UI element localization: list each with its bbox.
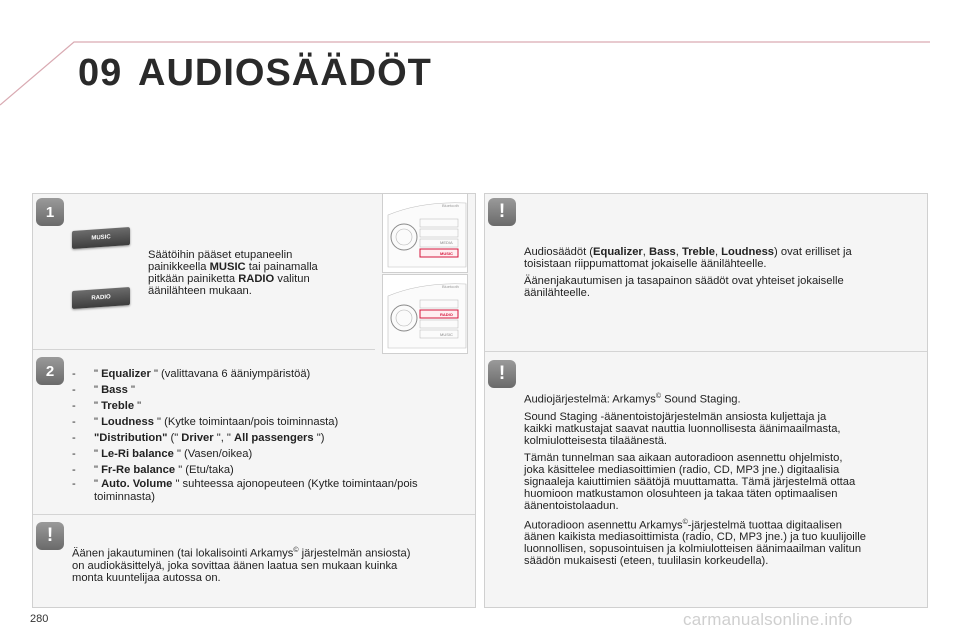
distribution-note: Äänen jakautuminen (tai lokalisointi Arkamys© järjestelmän ansiosta) on audiokäsittelyä, joka sovittaa äänen laatua sen mukaan kuinka monta kuuntelijaa autossa on. <box>72 547 411 584</box>
list-item: - " Le-Ri balance " (Vasen/oikea) <box>72 448 253 460</box>
page-number: 280 <box>30 613 49 625</box>
radio-panel-drawing <box>382 274 468 354</box>
list-item: - "Distribution" (" Driver ", " All passengers ") <box>72 432 325 444</box>
media-key-label: MEDIA <box>440 240 453 245</box>
radio-button-image: RADIO <box>72 287 130 309</box>
radio-panel-drawing <box>382 193 468 273</box>
music-key-label: MUSIC <box>440 332 453 337</box>
watermark: carmanualsonline.info <box>683 610 853 629</box>
list-item: - " Bass " <box>72 384 135 396</box>
warning-icon: ! <box>36 522 64 550</box>
list-item: - " Equalizer " (valittavana 6 ääniympäristöä) <box>72 368 311 380</box>
chapter-header <box>0 0 960 110</box>
step-1-text: Säätöihin pääset etupaneelin painikkeella MUSIC tai painamalla pitkään painiketta RADIO valitun äänilähteen mukaan. <box>148 249 318 297</box>
music-key-label: MUSIC <box>440 251 453 256</box>
list-item: - " Auto. Volume " suhteessa ajonopeuteen (Kytke toimintaan/pois toiminnasta) <box>72 478 418 503</box>
list-item: - " Treble " <box>72 400 142 412</box>
audio-settings-list <box>72 366 472 504</box>
list-item: - " Loudness " (Kytke toimintaan/pois toiminnasta) <box>72 416 339 428</box>
note-divider <box>485 351 927 352</box>
step-2-badge: 2 <box>36 357 64 385</box>
radio-panel-radio-illustration <box>382 274 468 354</box>
note-divider <box>33 514 475 515</box>
list-item: - " Fr-Re balance " (Etu/taka) <box>72 464 234 476</box>
bluetooth-label: Bluetooth <box>442 203 459 208</box>
warning-icon: ! <box>488 360 516 388</box>
music-button-image: MUSIC <box>72 227 130 249</box>
chapter-title: AUDIOSÄÄDÖT <box>138 52 432 94</box>
independent-settings-note: Audiosäädöt (Equalizer, Bass, Treble, Loudness) ovat erilliset ja toisistaan riippumattomat jokaiselle äänilähteelle. Äänenjakautumisen ja tasapainon säädöt ovat yhteiset jokaiselle äänilähteelle. <box>524 246 852 299</box>
bluetooth-label: Bluetooth <box>442 284 459 289</box>
radio-key-label: RADIO <box>440 312 453 317</box>
step-1-badge: 1 <box>36 198 64 226</box>
arkamys-note: Audiojärjestelmä: Arkamys© Sound Staging. Sound Staging -äänentoistojärjestelmän ansiosta kuljettaja ja kaikki matkustajat saavat nauttia luonnollisesta äänimaailmasta, kolmiulotteisesta tilaäänestä. Tämän tunnelman saa aikaan autoradioon asennettu ohjelmisto, joka käsittelee mediasoittimien (radio, CD, MP3 jne.) digitaalisia signaaleja kaiuttimien säätöjä muuttamatta. Tämä järjestelmä ottaa huomioon matkustamon olosuhteen ja takaa täten optimaalisen äänentoistolaadun. Autoradioon asennettu Arkamys©-järjestelmä tuottaa digitaalisen äänen kaikista mediasoittimista (radio, CD, MP3 jne.) ja tuo kuulijoille luonnollisen, sopusointuisen ja kolmiulotteisen äänimaailman valitun säädön mukaisesti (eteen, tuulilasin korkeudella). <box>524 393 866 568</box>
radio-panel-music-illustration <box>382 193 468 273</box>
warning-icon: ! <box>488 198 516 226</box>
step-divider <box>33 349 375 350</box>
chapter-number: 09 <box>78 52 123 94</box>
